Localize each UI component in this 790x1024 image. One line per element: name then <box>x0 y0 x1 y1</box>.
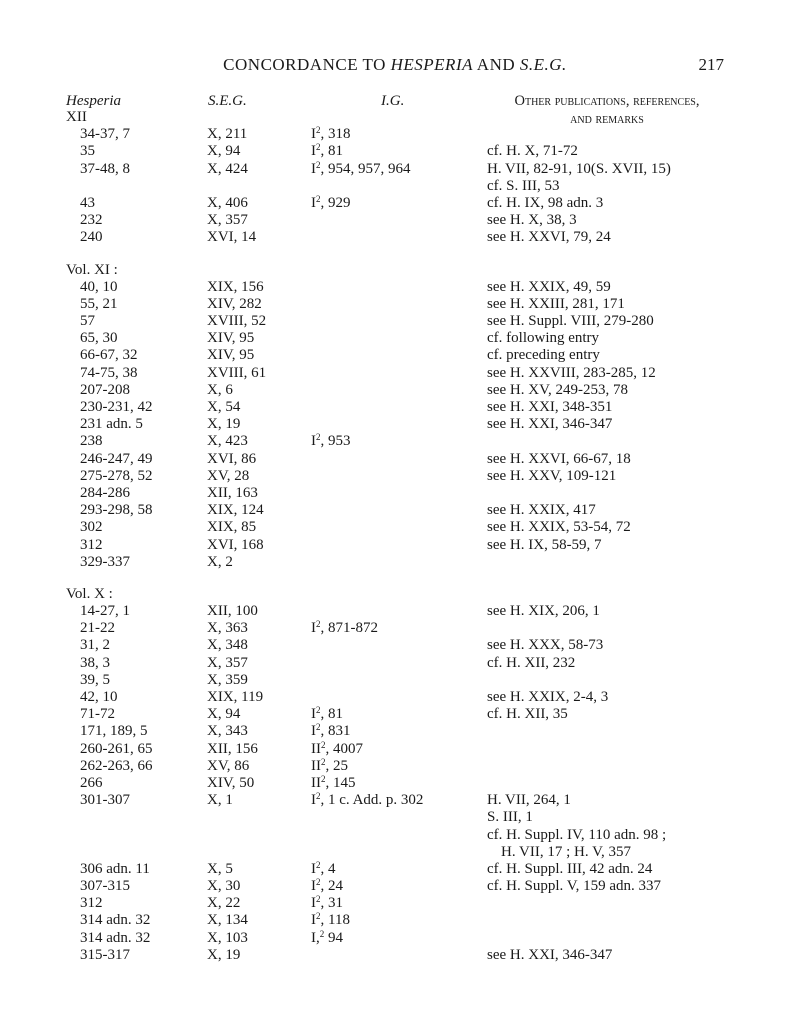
table-row <box>0 229 790 246</box>
seg-cell: XIX, 156 <box>207 278 264 295</box>
hesperia-cell: 35 <box>80 143 95 160</box>
seg-cell: XVIII, 61 <box>207 364 267 381</box>
hesperia-cell: 31, 2 <box>80 637 110 654</box>
hesperia-cell: 43 <box>80 194 95 211</box>
ig-cell: $I^2$, 31 <box>311 894 343 912</box>
table-row <box>0 861 790 878</box>
column-header-seg: S.E.G. <box>208 93 247 109</box>
other-reference-cell: see H. XXX, 58-73 <box>487 637 604 654</box>
hesperia-cell: 232 <box>80 212 103 229</box>
hesperia-cell: 312 <box>80 895 103 912</box>
table-row <box>0 399 790 416</box>
hesperia-cell: 14-27, 1 <box>80 603 130 620</box>
seg-cell: X, 30 <box>207 878 241 895</box>
hesperia-cell: Vol. XI : <box>66 261 118 278</box>
hesperia-cell: 57 <box>80 313 95 330</box>
other-reference-cell: see H. XXV, 109-121 <box>487 467 617 484</box>
other-reference-cell: H. VII, 17 ; H. V, 357 <box>501 843 632 860</box>
seg-cell: XVI, 14 <box>207 229 257 246</box>
other-reference-cell: see H. XXI, 348-351 <box>487 399 613 415</box>
hesperia-cell: 231 adn. 5 <box>80 416 143 433</box>
table-row <box>0 758 790 775</box>
seg-cell: X, 359 <box>207 671 248 688</box>
seg-cell: X, 103 <box>207 929 248 946</box>
table-row <box>0 930 790 947</box>
table-row <box>0 792 790 809</box>
seg-cell: XVI, 168 <box>207 536 264 553</box>
table-row <box>0 723 790 740</box>
seg-cell: XIX, 119 <box>207 689 264 705</box>
hesperia-cell: 238 <box>80 433 103 450</box>
table-row <box>0 382 790 399</box>
hesperia-cell: 240 <box>80 229 103 246</box>
hesperia-cell: 314 adn. 32 <box>80 912 151 929</box>
other-reference-cell: see H. XXIII, 281, 171 <box>487 295 625 312</box>
hesperia-cell: 37-48, 8 <box>80 160 130 177</box>
seg-cell: X, 94 <box>207 706 241 723</box>
hesperia-cell: 266 <box>80 774 103 791</box>
other-reference-cell: cf. S. III, 53 <box>487 177 560 194</box>
hesperia-cell: 302 <box>80 519 103 536</box>
hesperia-cell: 74-75, 38 <box>80 364 138 381</box>
other-reference-cell: see H. IX, 58-59, 7 <box>487 536 602 553</box>
hesperia-cell: 171, 189, 5 <box>80 723 148 740</box>
ig-cell: $I^2$, 831 <box>311 722 351 740</box>
table-row <box>0 296 790 313</box>
table-row <box>0 126 790 143</box>
seg-cell: X, 363 <box>207 620 248 637</box>
seg-cell: XII, 163 <box>207 484 258 501</box>
ig-cell: $I^2$, 1 c. Add. p. 302 <box>311 791 424 809</box>
table-row <box>0 365 790 382</box>
table-row <box>0 947 790 964</box>
seg-cell: X, 211 <box>207 126 248 143</box>
hesperia-cell: 306 adn. 11 <box>80 860 150 877</box>
hesperia-cell: 284-286 <box>80 484 130 501</box>
other-reference-cell: cf. H. XII, 232 <box>487 654 576 671</box>
other-reference-cell: see H. XXIX, 417 <box>487 502 596 519</box>
ig-cell: $I^2$, 871-872 <box>311 619 378 637</box>
seg-cell: X, 357 <box>207 654 248 671</box>
other-reference-cell: H. VII, 82-91, 10(S. XVII, 15) <box>487 160 671 177</box>
column-header-ig: I.G. <box>381 93 405 109</box>
seg-cell: X, 1 <box>207 792 233 809</box>
table-row <box>0 775 790 792</box>
section-heading-row <box>0 262 790 279</box>
column-header-hesperia: Hesperia <box>66 93 121 109</box>
section-spacer <box>0 571 790 586</box>
seg-cell: X, 406 <box>207 194 248 211</box>
ig-cell: $I^2$, 81 <box>311 705 343 723</box>
table-row <box>0 195 790 212</box>
seg-cell: X, 19 <box>207 416 241 433</box>
other-reference-cell: see H. XIX, 206, 1 <box>487 603 600 620</box>
section-spacer <box>0 247 790 262</box>
table-row <box>0 279 790 296</box>
table-row <box>0 809 790 826</box>
other-reference-cell: see H. Suppl. VIII, 279-280 <box>487 313 654 330</box>
table-row <box>0 912 790 929</box>
page-number: 217 <box>698 55 724 74</box>
seg-cell: X, 54 <box>207 399 241 415</box>
seg-cell: XIX, 85 <box>207 519 257 536</box>
seg-cell: XIV, 95 <box>207 347 255 364</box>
hesperia-cell: 230-231, 42 <box>80 399 153 415</box>
ig-cell: $I^2$, 81 <box>311 142 343 160</box>
other-reference-cell: see H. XXVI, 66-67, 18 <box>487 450 631 467</box>
column-header-other-line2: and remarks <box>570 111 644 127</box>
hesperia-cell: 314 adn. 32 <box>80 929 151 946</box>
ig-cell: $I^2$, 318 <box>311 125 351 143</box>
seg-cell: XIV, 282 <box>207 295 262 312</box>
seg-cell: X, 5 <box>207 860 233 877</box>
table-row <box>0 143 790 160</box>
other-reference-cell: see H. XXVIII, 283-285, 12 <box>487 364 656 381</box>
hesperia-cell: 307-315 <box>80 878 130 895</box>
hesperia-cell: 312 <box>80 536 103 553</box>
hesperia-cell: 246-247, 49 <box>80 450 153 467</box>
hesperia-cell: 329-337 <box>80 553 130 570</box>
other-reference-cell: see H. XXI, 346-347 <box>487 946 613 963</box>
section-heading-row <box>0 586 790 603</box>
page-title: CONCORDANCE TO HESPERIA AND S.E.G. <box>223 55 567 74</box>
seg-cell: X, 19 <box>207 946 241 963</box>
ig-cell: $I^2$, 24 <box>311 877 343 895</box>
hesperia-cell: 39, 5 <box>80 671 110 688</box>
other-reference-cell: cf. H. Suppl. III, 42 adn. 24 <box>487 860 653 877</box>
hesperia-cell: 293-298, 58 <box>80 502 153 519</box>
column-header-other-line1: Other publications, references, <box>514 93 700 109</box>
other-reference-cell: S. III, 1 <box>487 809 533 826</box>
hesperia-cell: 42, 10 <box>80 689 118 705</box>
hesperia-cell: 301-307 <box>80 792 130 809</box>
table-row <box>0 878 790 895</box>
table-row <box>0 827 790 844</box>
hesperia-cell: 66-67, 32 <box>80 347 138 364</box>
hesperia-cell: 260-261, 65 <box>80 740 153 757</box>
hesperia-cell: XII <box>66 109 87 125</box>
seg-cell: XVI, 86 <box>207 450 257 467</box>
table-row <box>0 655 790 672</box>
table-row <box>0 451 790 468</box>
ig-cell: $II^2$, 25 <box>311 756 348 774</box>
seg-cell: XII, 156 <box>207 740 258 757</box>
hesperia-cell: 38, 3 <box>80 654 110 671</box>
hesperia-cell: Vol. X : <box>66 585 113 602</box>
table-row <box>0 895 790 912</box>
table-row <box>0 741 790 758</box>
other-reference-cell: cf. following entry <box>487 330 600 347</box>
seg-cell: XIX, 124 <box>207 502 264 519</box>
seg-cell: XII, 100 <box>207 603 258 620</box>
hesperia-cell: 315-317 <box>80 946 130 963</box>
other-reference-cell: see H. XXVI, 79, 24 <box>487 229 611 246</box>
table-row <box>0 313 790 330</box>
ig-cell: $II^2$, 145 <box>311 773 356 791</box>
table-row <box>0 433 790 450</box>
ig-cell: $II^2$, 4007 <box>311 739 363 757</box>
running-head <box>0 55 790 79</box>
seg-cell: XVIII, 52 <box>207 313 267 330</box>
table-row <box>0 330 790 347</box>
hesperia-cell: 275-278, 52 <box>80 467 153 484</box>
table-row <box>0 416 790 433</box>
hesperia-cell: 262-263, 66 <box>80 757 153 774</box>
other-reference-cell: see H. XXIX, 2-4, 3 <box>487 689 609 705</box>
table-row <box>0 637 790 654</box>
continued-volume-row <box>0 109 790 126</box>
other-reference-cell: cf. preceding entry <box>487 347 600 364</box>
concordance-table <box>0 109 790 964</box>
seg-cell: X, 2 <box>207 553 233 570</box>
seg-cell: X, 424 <box>207 160 248 177</box>
other-reference-cell: see H. XV, 249-253, 78 <box>487 381 628 398</box>
seg-cell: X, 94 <box>207 143 241 160</box>
other-reference-cell: H. VII, 264, 1 <box>487 792 571 809</box>
seg-cell: X, 348 <box>207 637 248 654</box>
ig-cell: $I^2$, 954, 957, 964 <box>311 159 411 177</box>
table-row <box>0 620 790 637</box>
other-reference-cell: see H. X, 38, 3 <box>487 212 577 229</box>
table-row <box>0 844 790 861</box>
seg-cell: X, 343 <box>207 723 248 740</box>
table-row <box>0 485 790 502</box>
hesperia-cell: 40, 10 <box>80 278 118 295</box>
ig-cell: $I^2$, 953 <box>311 432 351 450</box>
table-row <box>0 468 790 485</box>
table-row <box>0 689 790 706</box>
table-row <box>0 554 790 571</box>
other-reference-cell: cf. H. Suppl. IV, 110 adn. 98 ; <box>487 826 667 843</box>
seg-cell: X, 357 <box>207 212 248 229</box>
other-reference-cell: cf. H. X, 71-72 <box>487 143 578 160</box>
table-row <box>0 706 790 723</box>
other-reference-cell: see H. XXIX, 53-54, 72 <box>487 519 631 536</box>
seg-cell: XV, 28 <box>207 467 250 484</box>
ig-cell: $I^2$, 929 <box>311 193 351 211</box>
table-row <box>0 603 790 620</box>
seg-cell: XV, 86 <box>207 757 250 774</box>
other-reference-cell: cf. H. XII, 35 <box>487 706 568 723</box>
other-reference-cell: cf. H. IX, 98 adn. 3 <box>487 194 604 211</box>
ig-cell: I,$^2$ 94 <box>311 928 343 946</box>
other-reference-cell: cf. H. Suppl. V, 159 adn. 337 <box>487 878 662 895</box>
hesperia-cell: 71-72 <box>80 706 115 723</box>
table-row <box>0 347 790 364</box>
table-row <box>0 212 790 229</box>
table-row <box>0 672 790 689</box>
seg-cell: XIV, 50 <box>207 774 255 791</box>
hesperia-cell: 207-208 <box>80 381 130 398</box>
other-reference-cell: see H. XXI, 346-347 <box>487 416 613 433</box>
table-row <box>0 161 790 178</box>
table-row <box>0 502 790 519</box>
hesperia-cell: 65, 30 <box>80 330 118 347</box>
seg-cell: X, 6 <box>207 381 233 398</box>
ig-cell: $I^2$, 118 <box>311 911 350 929</box>
seg-cell: XIV, 95 <box>207 330 255 347</box>
hesperia-cell: 34-37, 7 <box>80 126 130 143</box>
table-row <box>0 537 790 554</box>
seg-cell: X, 423 <box>207 433 248 450</box>
seg-cell: X, 134 <box>207 912 248 929</box>
hesperia-cell: 21-22 <box>80 620 115 637</box>
seg-cell: X, 22 <box>207 895 241 912</box>
ig-cell: $I^2$, 4 <box>311 859 336 877</box>
hesperia-cell: 55, 21 <box>80 295 118 312</box>
table-row <box>0 178 790 195</box>
table-row <box>0 519 790 536</box>
other-reference-cell: see H. XXIX, 49, 59 <box>487 278 611 295</box>
